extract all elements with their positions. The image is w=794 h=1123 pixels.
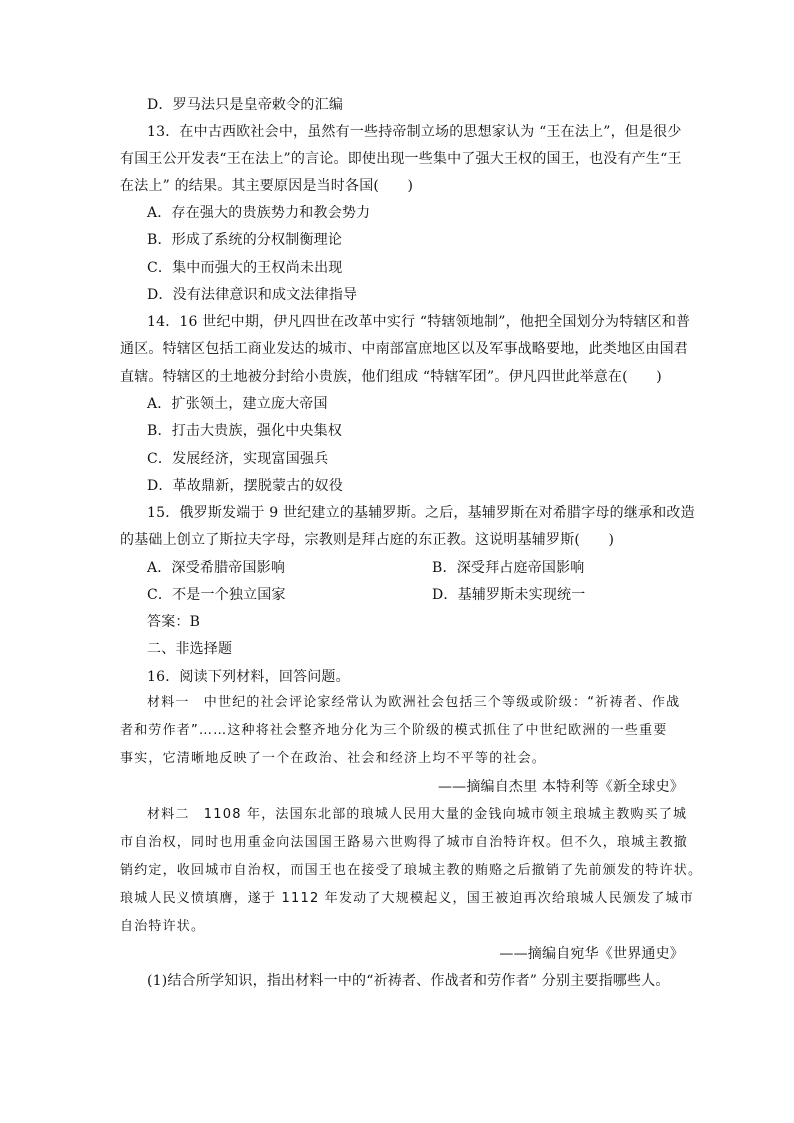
q13-stem-line-3: 在法上” 的结果。其主要原因是当时各国( ) [120, 178, 414, 194]
q16-subquestion-1: (1)结合所学知识，指出材料一中的“祈祷者、作战者和劳作者” 分别主要指哪些人。 [147, 973, 670, 989]
q14-stem-line-1: 14．16 世纪中期，伊凡四世在改革中实行 “特辖领地制”，他把全国划分为特辖区和普 [147, 314, 691, 330]
material1-line-1: 材料一 中世纪的社会评论家经常认为欧洲社会包括三个等级或阶级：“祈祷者、作战 [147, 695, 681, 710]
section-heading: 二、非选择题 [147, 641, 233, 657]
material1-line-2: 者和劳作者”……这种将社会整齐地分化为三个阶级的模式抓住了中世纪欧洲的一些重要 [120, 723, 668, 738]
q14-stem-line-2: 通区。特辖区包括工商业发达的城市、中南部富庶地区以及军事战略要地，此类地区由国君 [120, 341, 688, 357]
material2-source: ——摘编自宛华《世界通史》 [499, 946, 684, 962]
q15-stem-line-1: 15．俄罗斯发端于 9 世纪建立的基辅罗斯。之后，基辅罗斯在对希腊字母的继承和改造 [147, 505, 695, 521]
q15-answer: 答案：B [147, 614, 201, 630]
material2-line-4: 琅城人民义愤填膺，遂于 1112 年发动了大规模起义，国王被迫再次给琅城人民颁发了城市 [120, 891, 694, 906]
q15-option-b: B．深受拜占庭帝国影响 [432, 560, 585, 576]
material2-line-2: 市自治权，同时也用重金向法国国王路易六世购得了城市自治特许权。但不久，琅城主教撤 [120, 835, 689, 850]
material2-line-5: 自治特许状。 [120, 919, 206, 934]
q15-option-a: A．深受希腊帝国影响 [147, 560, 286, 576]
material1-line-3: 事实，它清晰地反映了一个在政治、社会和经济上均不平等的社会。 [120, 751, 547, 766]
q14-stem-line-3: 直辖。特辖区的土地被分封给小贵族，他们组成 “特辖军团”。伊凡四世此举意在( ) [120, 369, 662, 385]
q13-option-c: C．集中而强大的王权尚未出现 [147, 260, 343, 276]
q13-stem-line-1: 13．在中古西欧社会中，虽然有一些持帝制立场的思想家认为 “王在法上”，但是很少 [147, 124, 682, 140]
q12-option-d: D．罗马法只是皇帝敕令的汇编 [147, 97, 344, 113]
q14-option-a: A．扩张领土，建立庞大帝国 [147, 396, 328, 412]
material1-source: ——摘编自杰里 本特利等《新全球史》 [437, 779, 684, 795]
q15-option-d: D．基辅罗斯未实现统一 [432, 587, 586, 603]
material2-line-1: 材料二 1108 年，法国东北部的琅城人民用大量的金钱向城市领主琅城主教购买了城 [147, 807, 688, 822]
material2-line-3: 销约定，收回城市自治权，而国王也在接受了琅城主教的贿赂之后撤销了先前颁发的特许状。 [120, 863, 703, 878]
q13-option-d: D．没有法律意识和成文法律指导 [147, 287, 358, 303]
q14-option-b: B．打击大贵族，强化中央集权 [147, 423, 343, 439]
q16-stem: 16．阅读下列材料，回答问题。 [147, 669, 350, 685]
q13-option-a: A．存在强大的贵族势力和教会势力 [147, 205, 371, 221]
q13-option-b: B．形成了系统的分权制衡理论 [147, 232, 343, 248]
q13-stem-line-2: 有国王公开发表“王在法上”的言论。即使出现一些集中了强大王权的国王，也没有产生“王 [120, 151, 682, 167]
q15-stem-line-2: 的基础上创立了斯拉夫字母，宗教则是拜占庭的东正教。这说明基辅罗斯( ) [120, 532, 615, 548]
q14-option-d: D．革故鼎新，摆脱蒙古的奴役 [147, 478, 344, 494]
q15-option-c: C．不是一个独立国家 [147, 587, 286, 603]
q14-option-c: C．发展经济，实现富国强兵 [147, 451, 329, 467]
